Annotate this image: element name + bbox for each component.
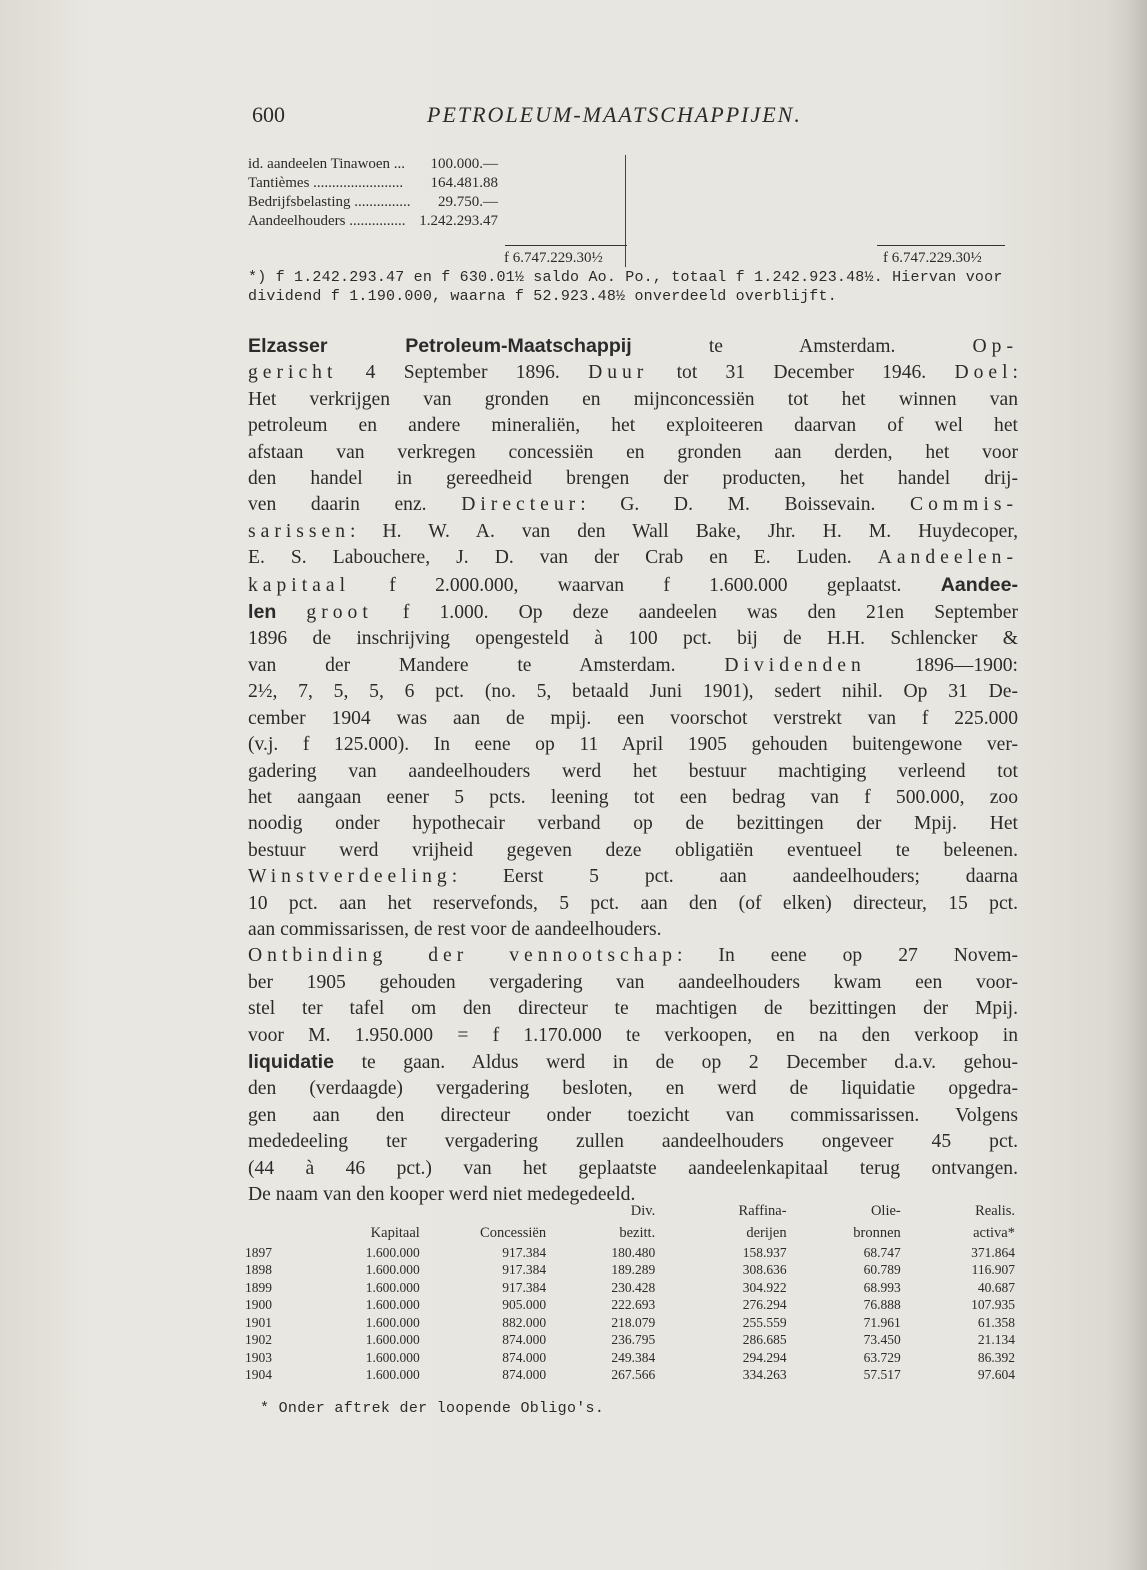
year-cell: 1900 <box>245 1297 272 1313</box>
year-cell: 1898 <box>245 1262 272 1278</box>
text-line <box>248 917 1018 943</box>
value-cell: 97.604 <box>977 1367 1015 1383</box>
text-run: : Eerst 5 pct. aan aandeelhouders; daarna <box>451 866 1018 888</box>
total-rule-left <box>505 245 627 246</box>
financial-table <box>245 1200 1015 1384</box>
text-line <box>248 333 1018 360</box>
text-line <box>248 864 1018 890</box>
text-run: voor M. 1.950.000 = f 1.170.000 te verkoopen, en na den verkoop in <box>248 1024 1018 1046</box>
spaced-term: Aandeelen- <box>877 547 1018 569</box>
table-row <box>245 1349 1015 1367</box>
text-line <box>248 1023 1018 1049</box>
spaced-term: sarissen <box>248 520 351 542</box>
account-value: 1.242.293.47 <box>419 213 498 229</box>
year-cell: 1904 <box>245 1367 272 1383</box>
account-label: Bedrijfsbelasting ............... <box>248 194 411 210</box>
running-title: PETROLEUM-MAATSCHAPPIJEN. <box>427 102 802 127</box>
footnote-top <box>248 268 1018 306</box>
footnote-line: *) f 1.242.293.47 en f 630.01½ saldo Ao. Po., totaal f 1.242.923.48½. Hiervan voor <box>248 269 1003 286</box>
bold-term: Elzasser Petroleum-Maatschappij <box>248 335 632 357</box>
column-header: Raffina- <box>738 1202 787 1219</box>
value-cell: 68.993 <box>863 1279 901 1295</box>
account-value: 100.000.— <box>430 156 498 172</box>
text-line <box>248 785 1018 811</box>
account-row <box>248 174 1018 193</box>
text-line <box>248 599 1018 626</box>
column-header: bezitt. <box>619 1224 656 1241</box>
text-run: 10 pct. aan het reservefonds, 5 pct. aan den (of elken) directeur, 15 pct. <box>248 892 1018 914</box>
value-cell: 1.600.000 <box>365 1332 420 1348</box>
text-run: gadering van aandeelhouders werd het bestuur machtiging verleend tot <box>248 760 1018 782</box>
footnote-line: dividend f 1.190.000, waarna f 52.923.48½ onverdeeld overblijft. <box>248 288 837 305</box>
value-cell: 236.795 <box>611 1332 656 1348</box>
text-run: f 2.000.000, waarvan f 1.600.000 geplaatst. <box>350 574 941 596</box>
spaced-term: kapitaal <box>248 574 351 596</box>
spaced-term: groot <box>306 602 373 624</box>
value-cell: 1.600.000 <box>365 1279 420 1295</box>
spaced-term: Commis- <box>910 494 1018 516</box>
column-header <box>245 1222 304 1244</box>
value-cell: 304.922 <box>742 1279 787 1295</box>
text-run: 1896 de inschrijving opengesteld à 100 pct. bij de H.H. Schlencker & <box>248 628 1018 650</box>
spaced-term: gericht <box>248 362 338 384</box>
table-header-top <box>245 1200 1015 1222</box>
value-cell: 63.729 <box>863 1349 901 1365</box>
column-header: Realis. <box>975 1202 1015 1219</box>
page-edge-shadow <box>1107 0 1147 1570</box>
text-run: ber 1905 gehouden vergadering van aandeelhouders kwam een voor- <box>248 971 1018 993</box>
table-row <box>245 1279 1015 1297</box>
value-cell: 1.600.000 <box>365 1314 420 1330</box>
text-line <box>248 943 1018 969</box>
text-run: mededeeling ter vergadering zullen aandeelhouders ongeveer 45 pct. <box>248 1131 1018 1153</box>
value-cell: 874.000 <box>502 1332 547 1348</box>
value-cell: 371.864 <box>971 1244 1015 1260</box>
text-line <box>248 706 1018 732</box>
company-description <box>248 333 1018 1208</box>
text-line <box>248 811 1018 837</box>
value-cell: 882.000 <box>502 1314 547 1330</box>
text-line <box>248 891 1018 917</box>
text-run: 4 September 1896. <box>337 362 589 384</box>
column-divider <box>625 155 626 267</box>
table-footnote: * Onder aftrek der loopende Obligo's. <box>260 1400 605 1417</box>
value-cell: 267.566 <box>611 1367 656 1383</box>
total-right: f 6.747.229.30½ <box>883 250 982 266</box>
spaced-term: Winstverdeeling <box>248 866 452 888</box>
column-header <box>245 1200 304 1222</box>
text-run: stel ter tafel om den directeur te machtigen de bezittingen der Mpij. <box>248 998 1018 1020</box>
spaced-term: Ontbinding der vennootschap <box>248 945 677 967</box>
text-line <box>248 1076 1018 1102</box>
text-run: De naam van den kooper werd niet medegedeeld. <box>248 1184 636 1205</box>
table-row <box>245 1244 1015 1262</box>
account-row <box>248 155 1018 174</box>
text-run: (v.j. f 125.000). In eene op 11 April 1905 gehouden buitengewone ver- <box>248 734 1018 756</box>
value-cell: 286.685 <box>742 1332 787 1348</box>
text-run: gen aan den directeur onder toezicht van commissarissen. Volgens <box>248 1104 1018 1126</box>
text-line <box>248 1049 1018 1076</box>
value-cell: 874.000 <box>502 1367 547 1383</box>
text-line <box>248 970 1018 996</box>
table-row <box>245 1297 1015 1315</box>
text-run: van der Mandere te Amsterdam. <box>248 654 725 676</box>
table-row <box>245 1332 1015 1350</box>
text-run: te gaan. Aldus werd in de op 2 December d.a.v. gehou- <box>334 1051 1018 1073</box>
text-line <box>248 545 1018 571</box>
value-cell: 57.517 <box>863 1367 901 1383</box>
table-row <box>245 1262 1015 1280</box>
text-run: den handel in gereedheid brengen der producten, het handel drij- <box>248 468 1018 490</box>
table-body <box>245 1244 1015 1384</box>
year-cell: 1903 <box>245 1349 272 1365</box>
column-header: Kapitaal <box>370 1224 420 1241</box>
table-header-bottom <box>245 1222 1015 1244</box>
value-cell: 68.747 <box>863 1244 901 1260</box>
value-cell: 917.384 <box>502 1262 547 1278</box>
text-line <box>248 572 1018 599</box>
column-header: Concessiën <box>480 1224 547 1241</box>
value-cell: 230.428 <box>611 1279 656 1295</box>
value-cell: 76.888 <box>863 1297 901 1313</box>
text-run: f 1.000. Op deze aandeelen was den 21en September <box>372 602 1018 624</box>
year-cell: 1899 <box>245 1279 272 1295</box>
text-line <box>248 492 1018 518</box>
value-cell: 158.937 <box>742 1244 787 1260</box>
text-run: : <box>1012 362 1018 384</box>
year-cell: 1901 <box>245 1314 272 1330</box>
value-cell: 1.600.000 <box>365 1262 420 1278</box>
text-run: : H. W. A. van den Wall Bake, Jhr. H. M. Huydecoper, <box>350 520 1018 542</box>
total-rule-right <box>877 245 1005 246</box>
text-run: bestuur werd vrijheid gegeven deze obligatiën eventueel te beleenen. <box>248 839 1018 861</box>
text-line <box>248 653 1018 679</box>
text-line <box>248 466 1018 492</box>
value-cell: 180.480 <box>611 1244 656 1260</box>
value-cell: 1.600.000 <box>365 1297 420 1313</box>
value-cell: 61.358 <box>977 1314 1015 1330</box>
text-line <box>248 1103 1018 1129</box>
year-cell: 1897 <box>245 1244 272 1260</box>
page-number: 600 <box>252 102 285 127</box>
spaced-term: Op- <box>972 336 1018 357</box>
value-cell: 294.294 <box>742 1349 787 1365</box>
table-row <box>245 1314 1015 1332</box>
text-line <box>248 360 1018 386</box>
value-cell: 107.935 <box>971 1297 1015 1313</box>
value-cell: 917.384 <box>502 1244 547 1260</box>
text-line <box>248 679 1018 705</box>
account-value: 164.481.88 <box>430 175 498 191</box>
text-run: het aangaan eener 5 pcts. leening tot een bedrag van f 500.000, zoo <box>248 786 1018 808</box>
text-line <box>248 838 1018 864</box>
bold-term: Aandee- <box>940 573 1018 596</box>
account-row <box>248 212 1018 231</box>
text-run: afstaan van verkregen concessiën en gronden aan derden, het voor <box>248 441 1018 463</box>
value-cell: 1.600.000 <box>365 1244 420 1260</box>
value-cell: 249.384 <box>611 1349 656 1365</box>
value-cell: 276.294 <box>742 1297 787 1313</box>
value-cell: 917.384 <box>502 1279 547 1295</box>
text-line <box>248 996 1018 1022</box>
text-run: noodig onder hypothecair verband op de bezittingen der Mpij. Het <box>248 813 1018 835</box>
spaced-term: Duur <box>588 362 649 384</box>
value-cell: 334.263 <box>742 1367 787 1383</box>
text-run: ven daarin enz. <box>248 494 462 516</box>
column-header <box>420 1200 546 1222</box>
account-label: Tantièmes ........................ <box>248 175 404 191</box>
text-run: 1896—1900: <box>865 654 1019 676</box>
account-row <box>248 193 1018 212</box>
bold-term: len <box>248 601 277 624</box>
text-run: (44 à 46 pct.) van het geplaatste aandeelenkapitaal terug ontvangen. <box>248 1157 1018 1179</box>
column-header: derijen <box>746 1224 787 1241</box>
text-run: cember 1904 was aan de mpij. een voorschot verstrekt van f 225.000 <box>248 707 1018 729</box>
value-cell: 308.636 <box>742 1262 787 1278</box>
text-run <box>276 602 306 623</box>
value-cell: 255.559 <box>742 1314 787 1330</box>
value-cell: 86.392 <box>977 1349 1015 1365</box>
text-run: te Amsterdam. <box>631 336 973 357</box>
text-line <box>248 440 1018 466</box>
text-line <box>248 519 1018 545</box>
column-header: Div. <box>630 1202 656 1219</box>
spaced-term: Directeur <box>461 494 581 516</box>
spaced-term: Dividenden <box>724 654 866 676</box>
bold-term: liquidatie <box>248 1050 335 1073</box>
text-run: den (verdaagde) vergadering besloten, en werd de liquidatie opgedra- <box>248 1078 1018 1100</box>
text-run: : In eene op 27 Novem- <box>677 945 1018 967</box>
value-cell: 905.000 <box>502 1297 547 1313</box>
account-value: 29.750.— <box>438 194 498 210</box>
text-run: : G. D. M. Boissevain. <box>580 494 911 516</box>
column-header: bronnen <box>853 1224 901 1241</box>
value-cell: 40.687 <box>977 1279 1015 1295</box>
text-run: 2½, 7, 5, 5, 6 pct. (no. 5, betaald Juni 1901), sedert nihil. Op 31 De- <box>248 681 1018 703</box>
text-line <box>248 626 1018 652</box>
spaced-term: Doel <box>954 362 1013 384</box>
text-line <box>248 1129 1018 1155</box>
value-cell: 60.789 <box>863 1262 901 1278</box>
text-run: petroleum en andere mineraliën, het exploiteeren daarvan of wel het <box>248 415 1018 437</box>
value-cell: 73.450 <box>863 1332 901 1348</box>
text-line <box>248 413 1018 439</box>
account-summary <box>248 155 1018 231</box>
value-cell: 1.600.000 <box>365 1349 420 1365</box>
text-run: tot 31 December 1946. <box>648 362 955 384</box>
account-label: id. aandeelen Tinawoen ... <box>248 156 406 172</box>
text-line <box>248 1156 1018 1182</box>
text-line <box>248 732 1018 758</box>
year-cell: 1902 <box>245 1332 272 1348</box>
text-run: E. S. Labouchere, J. D. van der Crab en E. Luden. <box>248 547 878 569</box>
page-header <box>252 102 1022 132</box>
account-label: Aandeelhouders ............... <box>248 213 406 229</box>
total-left: f 6.747.229.30½ <box>504 250 603 266</box>
text-line <box>248 387 1018 413</box>
value-cell: 21.134 <box>977 1332 1015 1348</box>
text-run: aan commissarissen, de rest voor de aandeelhouders. <box>248 918 662 940</box>
value-cell: 189.289 <box>611 1262 656 1278</box>
value-cell: 116.907 <box>971 1262 1015 1278</box>
column-header: Olie- <box>870 1202 901 1219</box>
text-line <box>248 759 1018 785</box>
value-cell: 71.961 <box>863 1314 901 1330</box>
table-row <box>245 1367 1015 1385</box>
column-header: activa* <box>973 1224 1015 1241</box>
value-cell: 218.079 <box>611 1314 656 1330</box>
value-cell: 874.000 <box>502 1349 547 1365</box>
value-cell: 222.693 <box>611 1297 656 1313</box>
text-run: Het verkrijgen van gronden en mijnconcessiën tot het winnen van <box>248 388 1018 410</box>
value-cell: 1.600.000 <box>365 1367 420 1383</box>
column-header <box>304 1200 420 1222</box>
